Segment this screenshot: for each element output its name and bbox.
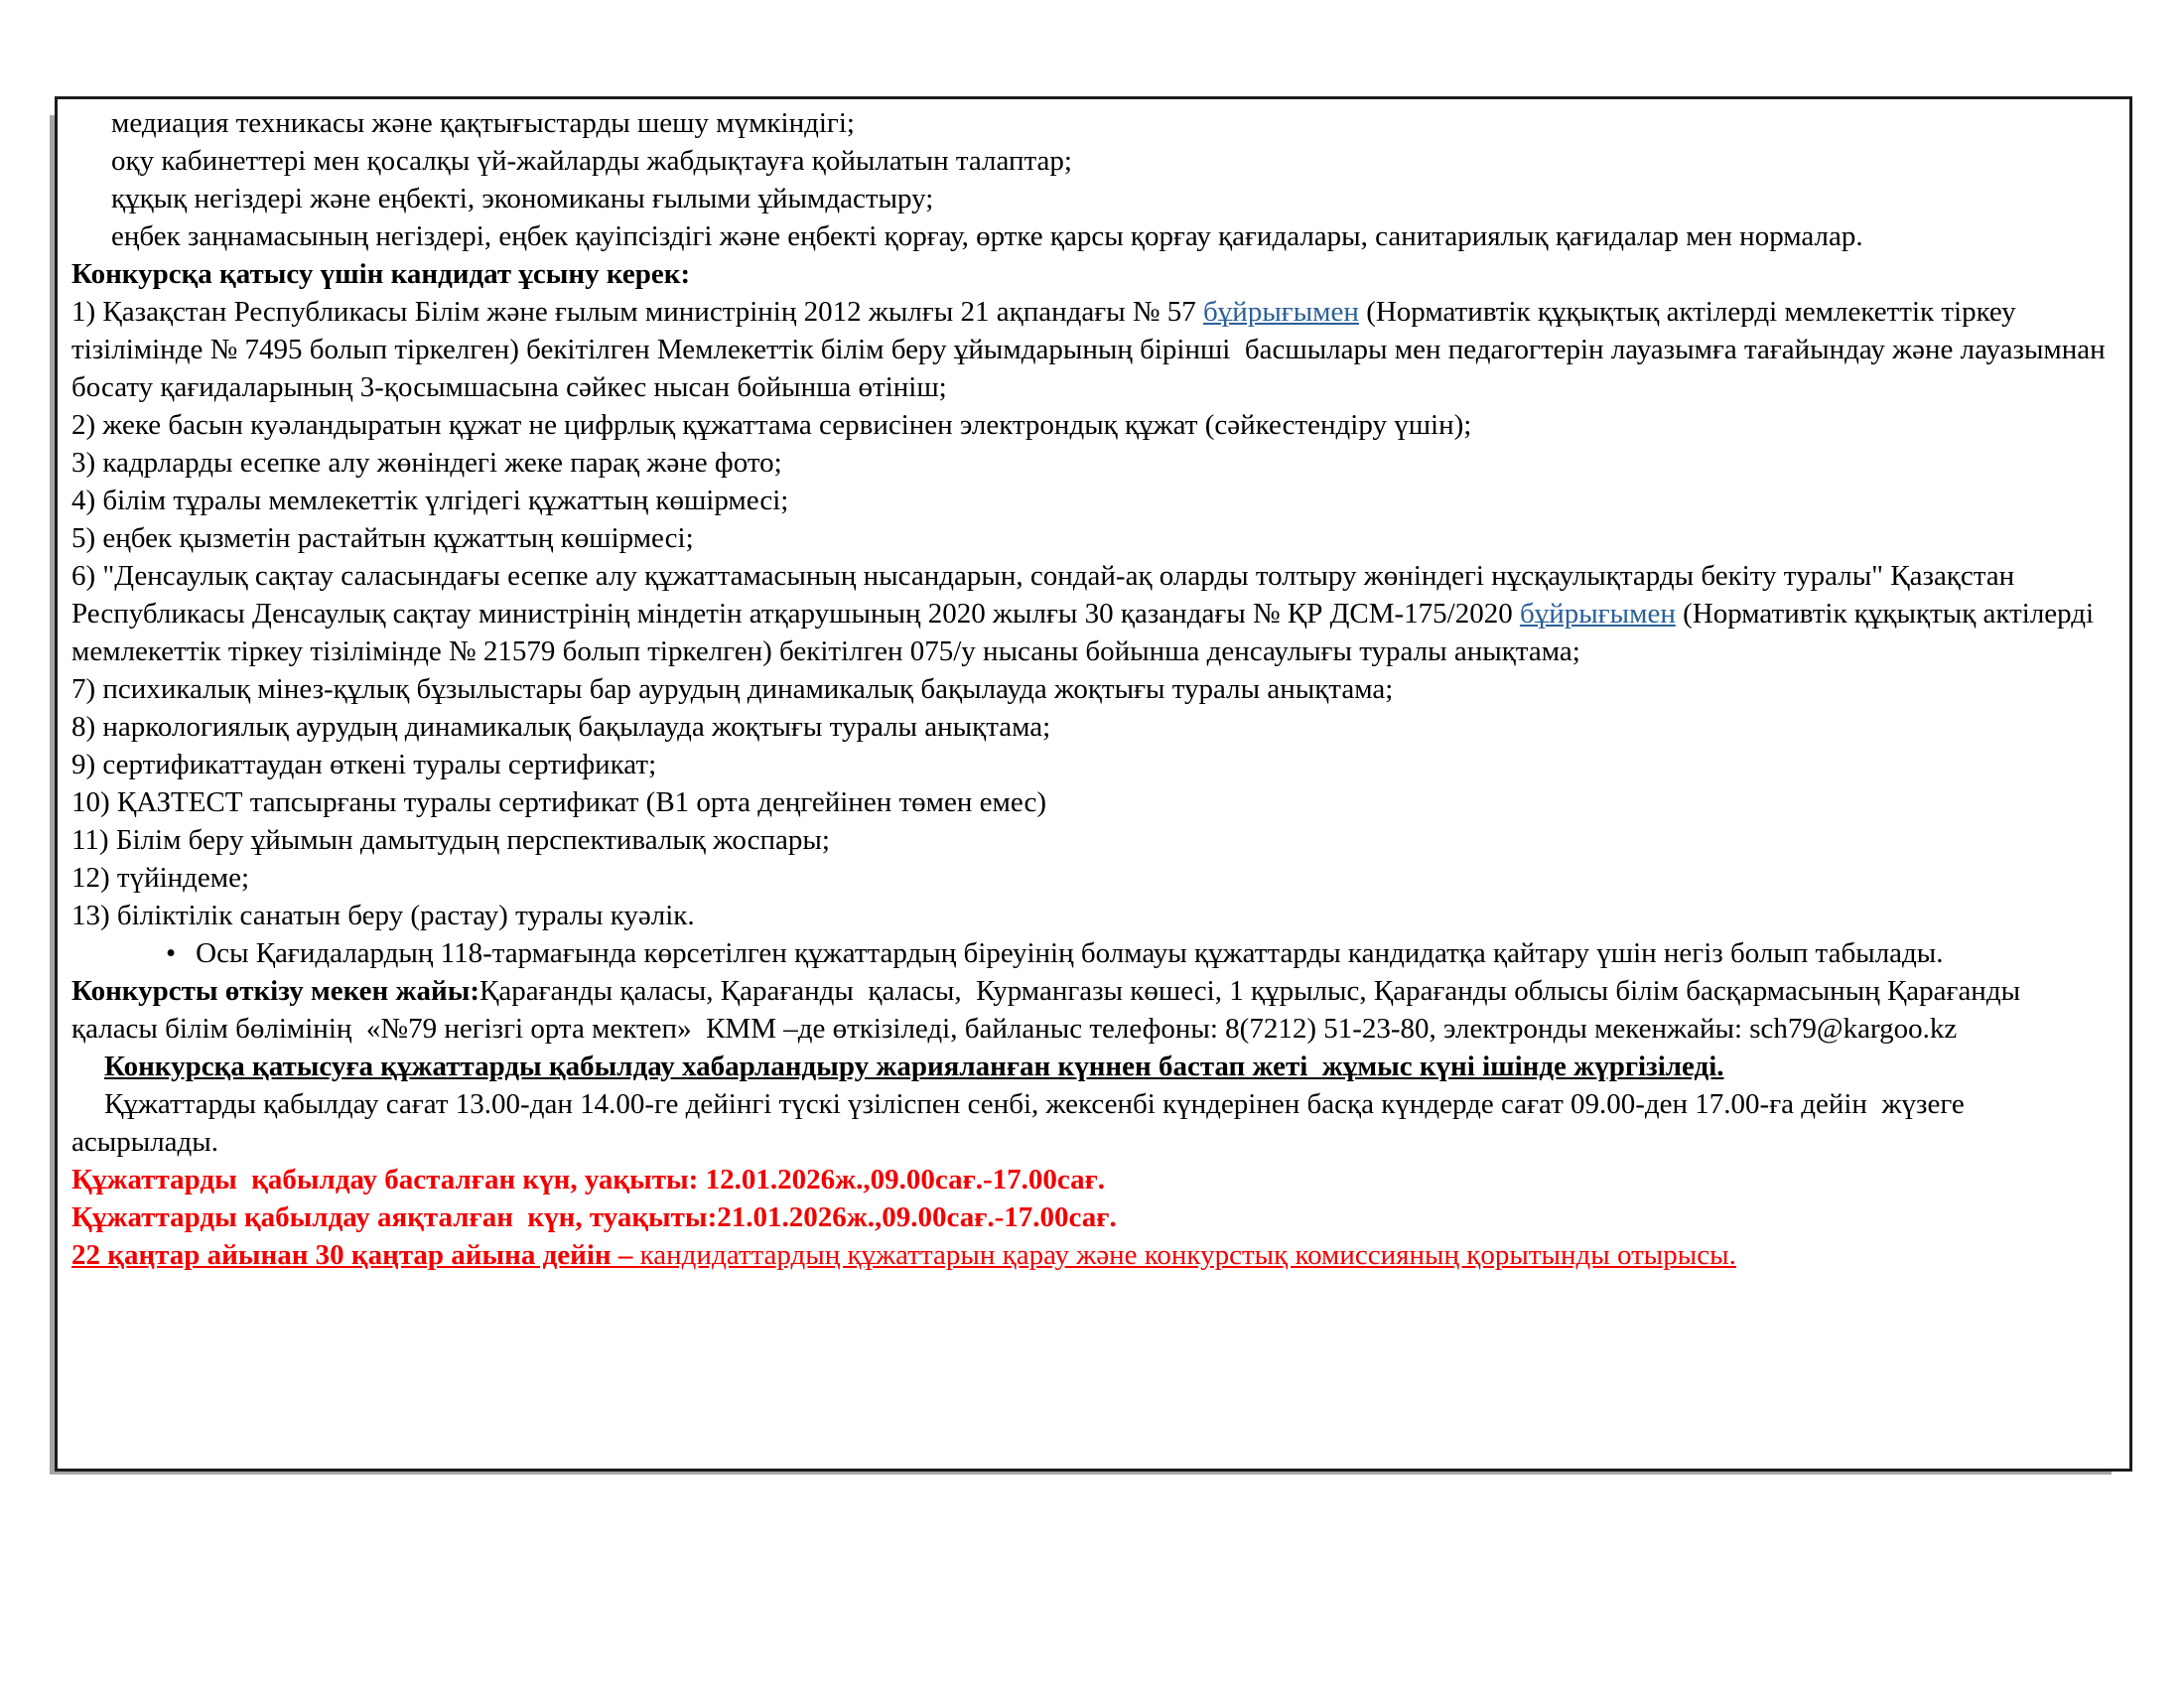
text-run: Осы Қағидалардың 118-тармағында көрсетілген құжаттардың біреуінің болмауы құжаттарды кандидатқа қайтару үшін негіз болып табылады. (196, 937, 1944, 969)
paragraph-labor-law (71, 217, 2112, 255)
text-run: Конкурсқа қатысу үшін кандидат ұсыну керек: (71, 258, 691, 290)
text-run: 5) еңбек қызметін растайтын құжаттың көшірмесі; (71, 522, 694, 554)
text-run: 9) сертификаттаудан өткені туралы сертификат; (71, 749, 657, 780)
list-item-9 (71, 746, 2112, 783)
text-run: 10) ҚАЗТЕСТ тапсырғаны туралы сертификат (B1 орта деңгейінен төмен емес) (71, 786, 1046, 818)
paragraph-venue (71, 972, 2112, 1048)
text-run: 7) психикалық мінез-құлық бұзылыстары бар аурудың динамикалық бақылауда жоқтығы туралы анықтама; (71, 673, 1394, 705)
paragraph-review-period (71, 1236, 2112, 1274)
paragraph-classrooms (71, 142, 2112, 180)
text-run: 2) жеке басын куәландыратын құжат не цифрлық құжаттама сервисінен электрондық құжат (сәйкестендіру үшін); (71, 409, 1472, 441)
order-57-link[interactable]: бұйрығымен (1203, 296, 1359, 328)
heading-candidate-requirements (71, 255, 2112, 293)
list-item-2 (71, 406, 2112, 444)
text-run: Құжаттарды қабылдау аяқталған күн, туақыты:21.01.2026ж.,09.00сағ.-17.00сағ. (71, 1201, 1117, 1233)
text-run: (Нормативтік құқықтық актілерді мемлекеттік тіркеу тізілімінде № 7495 болып тіркелген) бекітілген Мемлекеттік білім беру ұйымдарының бірінші басшылары мен педагогтерін лауазымға тағайындау және лауазымнан босату қағидаларының 3-қосымшасына сәйкес нысан бойынша өтініш; (71, 296, 2113, 403)
text-run: 8) наркологиялық аурудың динамикалық бақылауда жоқтығы туралы анықтама; (71, 711, 1051, 743)
list-item-6 (71, 557, 2112, 670)
paragraph-acceptance-hours (71, 1085, 2112, 1161)
text-run: құқық негіздері және еңбекті, экономиканы ғылыми ұйымдастыру; (111, 183, 934, 214)
bullet-icon: • (166, 937, 177, 969)
list-item-11 (71, 821, 2112, 859)
list-item-10 (71, 783, 2112, 821)
list-item-1 (71, 293, 2112, 406)
review-period-dates: 22 қаңтар айынан 30 қаңтар айына дейін – (71, 1239, 640, 1271)
text-run: 4) білім тұралы мемлекеттік үлгідегі құжаттың көшірмесі; (71, 485, 789, 516)
text-run: 3) кадрларды есепке алу жөніндегі жеке парақ және фото; (71, 447, 782, 479)
text-run: 12) түйіндеме; (71, 862, 250, 894)
text-run: Құжаттарды қабылдау басталған күн, уақыты: 12.01.2026ж.,09.00сағ.-17.00сағ. (71, 1164, 1106, 1196)
list-item-3 (71, 444, 2112, 482)
document-frame (55, 96, 2132, 1472)
text-run: 11) Білім беру ұйымын дамытудың перспективалық жоспары; (71, 824, 830, 856)
text-run: 13) біліктілік санатын беру (растау) туралы куәлік. (71, 900, 695, 931)
text-run: еңбек заңнамасының негіздері, еңбек қауіпсіздігі және еңбекті қорғау, өртке қарсы қорғау қағидалары, санитариялық қағидалар мен нормалар. (111, 220, 1863, 252)
paragraph-start-date (71, 1161, 2112, 1198)
paragraph-mediation (71, 104, 2112, 142)
text-run: оқу кабинеттері мен қосалқы үй-жайларды жабдықтауға қойылатын талаптар; (111, 145, 1072, 177)
text-run: медиация техникасы және қақтығыстарды шешу мүмкіндігі; (111, 107, 855, 139)
list-item-13 (71, 897, 2112, 934)
list-item-7 (71, 670, 2112, 708)
text-run: Қарағанды қаласы, Қарағанды қаласы, Курмангазы көшесі, 1 құрылыс, Қарағанды облысы білім басқармасының Қарағанды қаласы білім бөлімінің «№79 негізгі орта мектеп» КММ –де өткізіледі, байланыс телефоны: 8(7212) 51-23-80, электронды мекенжайы: sch79@kargoo.kz (71, 975, 2028, 1045)
venue-label: Конкурсты өткізу мекен жайы: (71, 975, 480, 1007)
text-run: 6) "Денсаулық сақтау саласындағы есепке алу құжаттамасының нысандарын, сондай-ақ оларды толтыру жөніндегі нұсқаулықтарды бекіту туралы" Қазақстан Республикасы Денсаулық сақтау министрінің міндетін атқарушының 2020 жылғы 30 қазандағы № ҚР ДСМ-175/2020 (71, 560, 2022, 630)
text-run: (Нормативтік құқықтық актілерді мемлекеттік тіркеу тізілімінде № 21579 болып тіркелген) бекітілген 075/у нысаны бойынша денсаулығы туралы анықтама; (71, 598, 2102, 667)
list-item-4 (71, 482, 2112, 519)
paragraph-law-basics (71, 180, 2112, 217)
order-175-link[interactable]: бұйрығымен (1519, 598, 1676, 630)
paragraph-end-date (71, 1198, 2112, 1236)
text-run: кандидаттардың құжаттарын қарау және конкурстық комиссияның қорытынды отырысы. (639, 1239, 1736, 1271)
text-run: 1) Қазақстан Республикасы Білім және ғылым министрінің 2012 жылғы 21 ақпандағы № 57 (71, 296, 1204, 328)
list-item-8 (71, 708, 2112, 746)
text-run: Конкурсқа қатысуға құжаттарды қабылдау хабарландыру жарияланған күннен бастап жеті жұмыс күні ішінде жүргізіледі. (104, 1051, 1724, 1082)
list-item-12 (71, 859, 2112, 897)
paragraph-acceptance-period (71, 1048, 2112, 1085)
bullet-note-missing-documents (71, 934, 2112, 972)
list-item-5 (71, 519, 2112, 557)
text-run: Құжаттарды қабылдау сағат 13.00-дан 14.00-ге дейінгі түскі үзіліспен сенбі, жексенбі күндерінен басқа күндерде сағат 09.00-ден 17.00-ға дейін жүзеге асырылады. (71, 1088, 1972, 1158)
